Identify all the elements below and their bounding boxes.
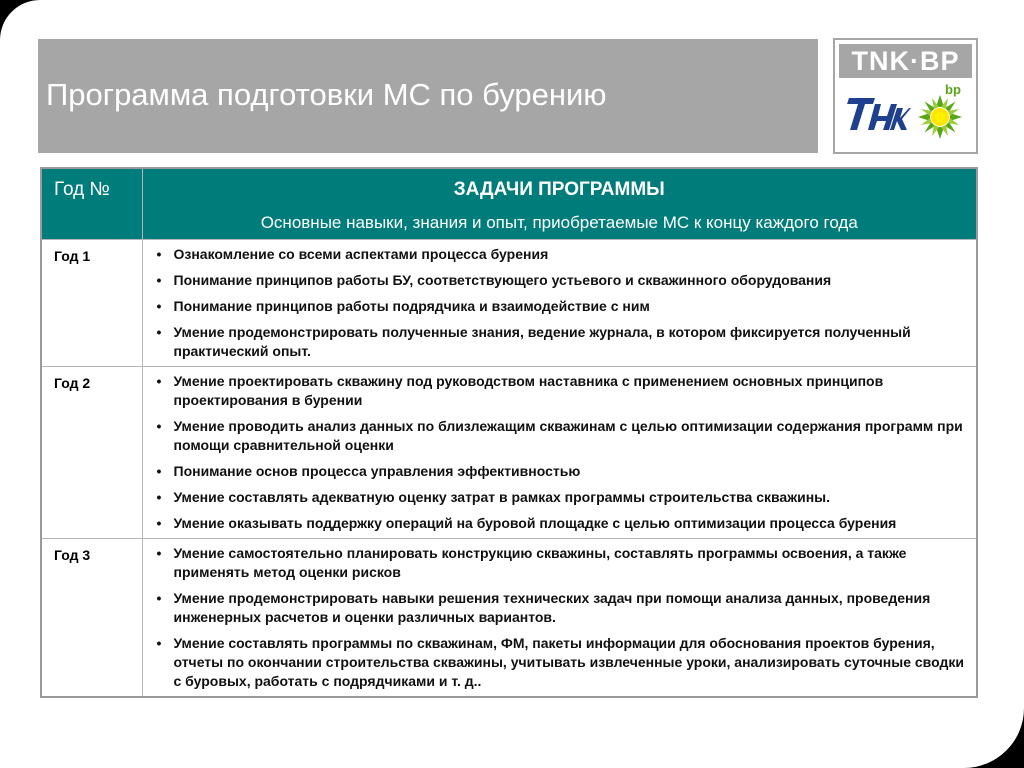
table-row-year-3 <box>41 539 977 698</box>
list-item: • Понимание принципов работы БУ, соответствующего устьевого и скважинного оборудования <box>155 271 967 290</box>
slide-title: Программа подготовки МС по бурению <box>46 77 607 112</box>
header-tasks-title: ЗАДАЧИ ПРОГРАММЫ <box>453 179 665 200</box>
list-item: • Ознакомление со всеми аспектами процесса бурения <box>155 245 967 264</box>
list-item: • Умение самостоятельно планировать конструкцию скважины, составлять программы освоения, а также применять метод оценки рисков <box>155 544 967 582</box>
year-label: Год 3 <box>41 539 142 698</box>
bp-helios-icon <box>917 94 963 140</box>
year-label: Год 1 <box>41 240 142 367</box>
table-header-row <box>41 168 977 240</box>
header-year-cell: Год № <box>41 168 142 240</box>
table-row-year-2 <box>41 367 977 539</box>
year-label: Год 2 <box>41 367 142 539</box>
year-items <box>142 539 977 698</box>
header-tasks-cell <box>142 168 977 240</box>
year-items <box>142 240 977 367</box>
title-bar <box>38 39 818 153</box>
year-items <box>142 367 977 539</box>
tnk-bp-logo <box>833 38 978 154</box>
list-item: • Умение продемонстрировать полученные знания, ведение журнала, в котором фиксируется полученный практический опыт. <box>155 323 967 361</box>
list-item: • Умение составлять программы по скважинам, ФМ, пакеты информации для обоснования проектов бурения, отчеты по окончании строительства скважины, учитывать извлеченные уроки, анализировать суточные сводки с буровых, работать с подрядчиками и т. д.. <box>155 634 967 691</box>
list-item: • Умение составлять адекватную оценку затрат в рамках программы строительства скважины. <box>155 488 967 507</box>
logo-brand-text: TNK·BP <box>839 44 972 78</box>
table-row-year-1 <box>41 240 977 367</box>
header-tasks-subtitle: Основные навыки, знания и опыт, приобретаемые МС к концу каждого года <box>260 213 858 232</box>
list-item: • Понимание принципов работы подрядчика и взаимодействие с ним <box>155 297 967 316</box>
list-item: • Умение проводить анализ данных по близлежащим скважинам с целью оптимизации содержания программ при помощи сравнительной оценки <box>155 417 967 455</box>
list-item: • Умение оказывать поддержку операций на буровой площадке с целью оптимизации процесса бурения <box>155 514 967 533</box>
bp-text: bp <box>945 82 961 97</box>
list-item: • Умение продемонстрировать навыки решения технических задач при помощи анализа данных, проведения инженерных расчетов и оценки различных вариантов. <box>155 589 967 627</box>
list-item: • Понимание основ процесса управления эффективностью <box>155 462 967 481</box>
list-item: • Умение проектировать скважину под руководством наставника с применением основных принципов проектирования в бурении <box>155 372 967 410</box>
training-program-table <box>40 167 978 698</box>
tnk-logo-icon <box>845 94 911 134</box>
